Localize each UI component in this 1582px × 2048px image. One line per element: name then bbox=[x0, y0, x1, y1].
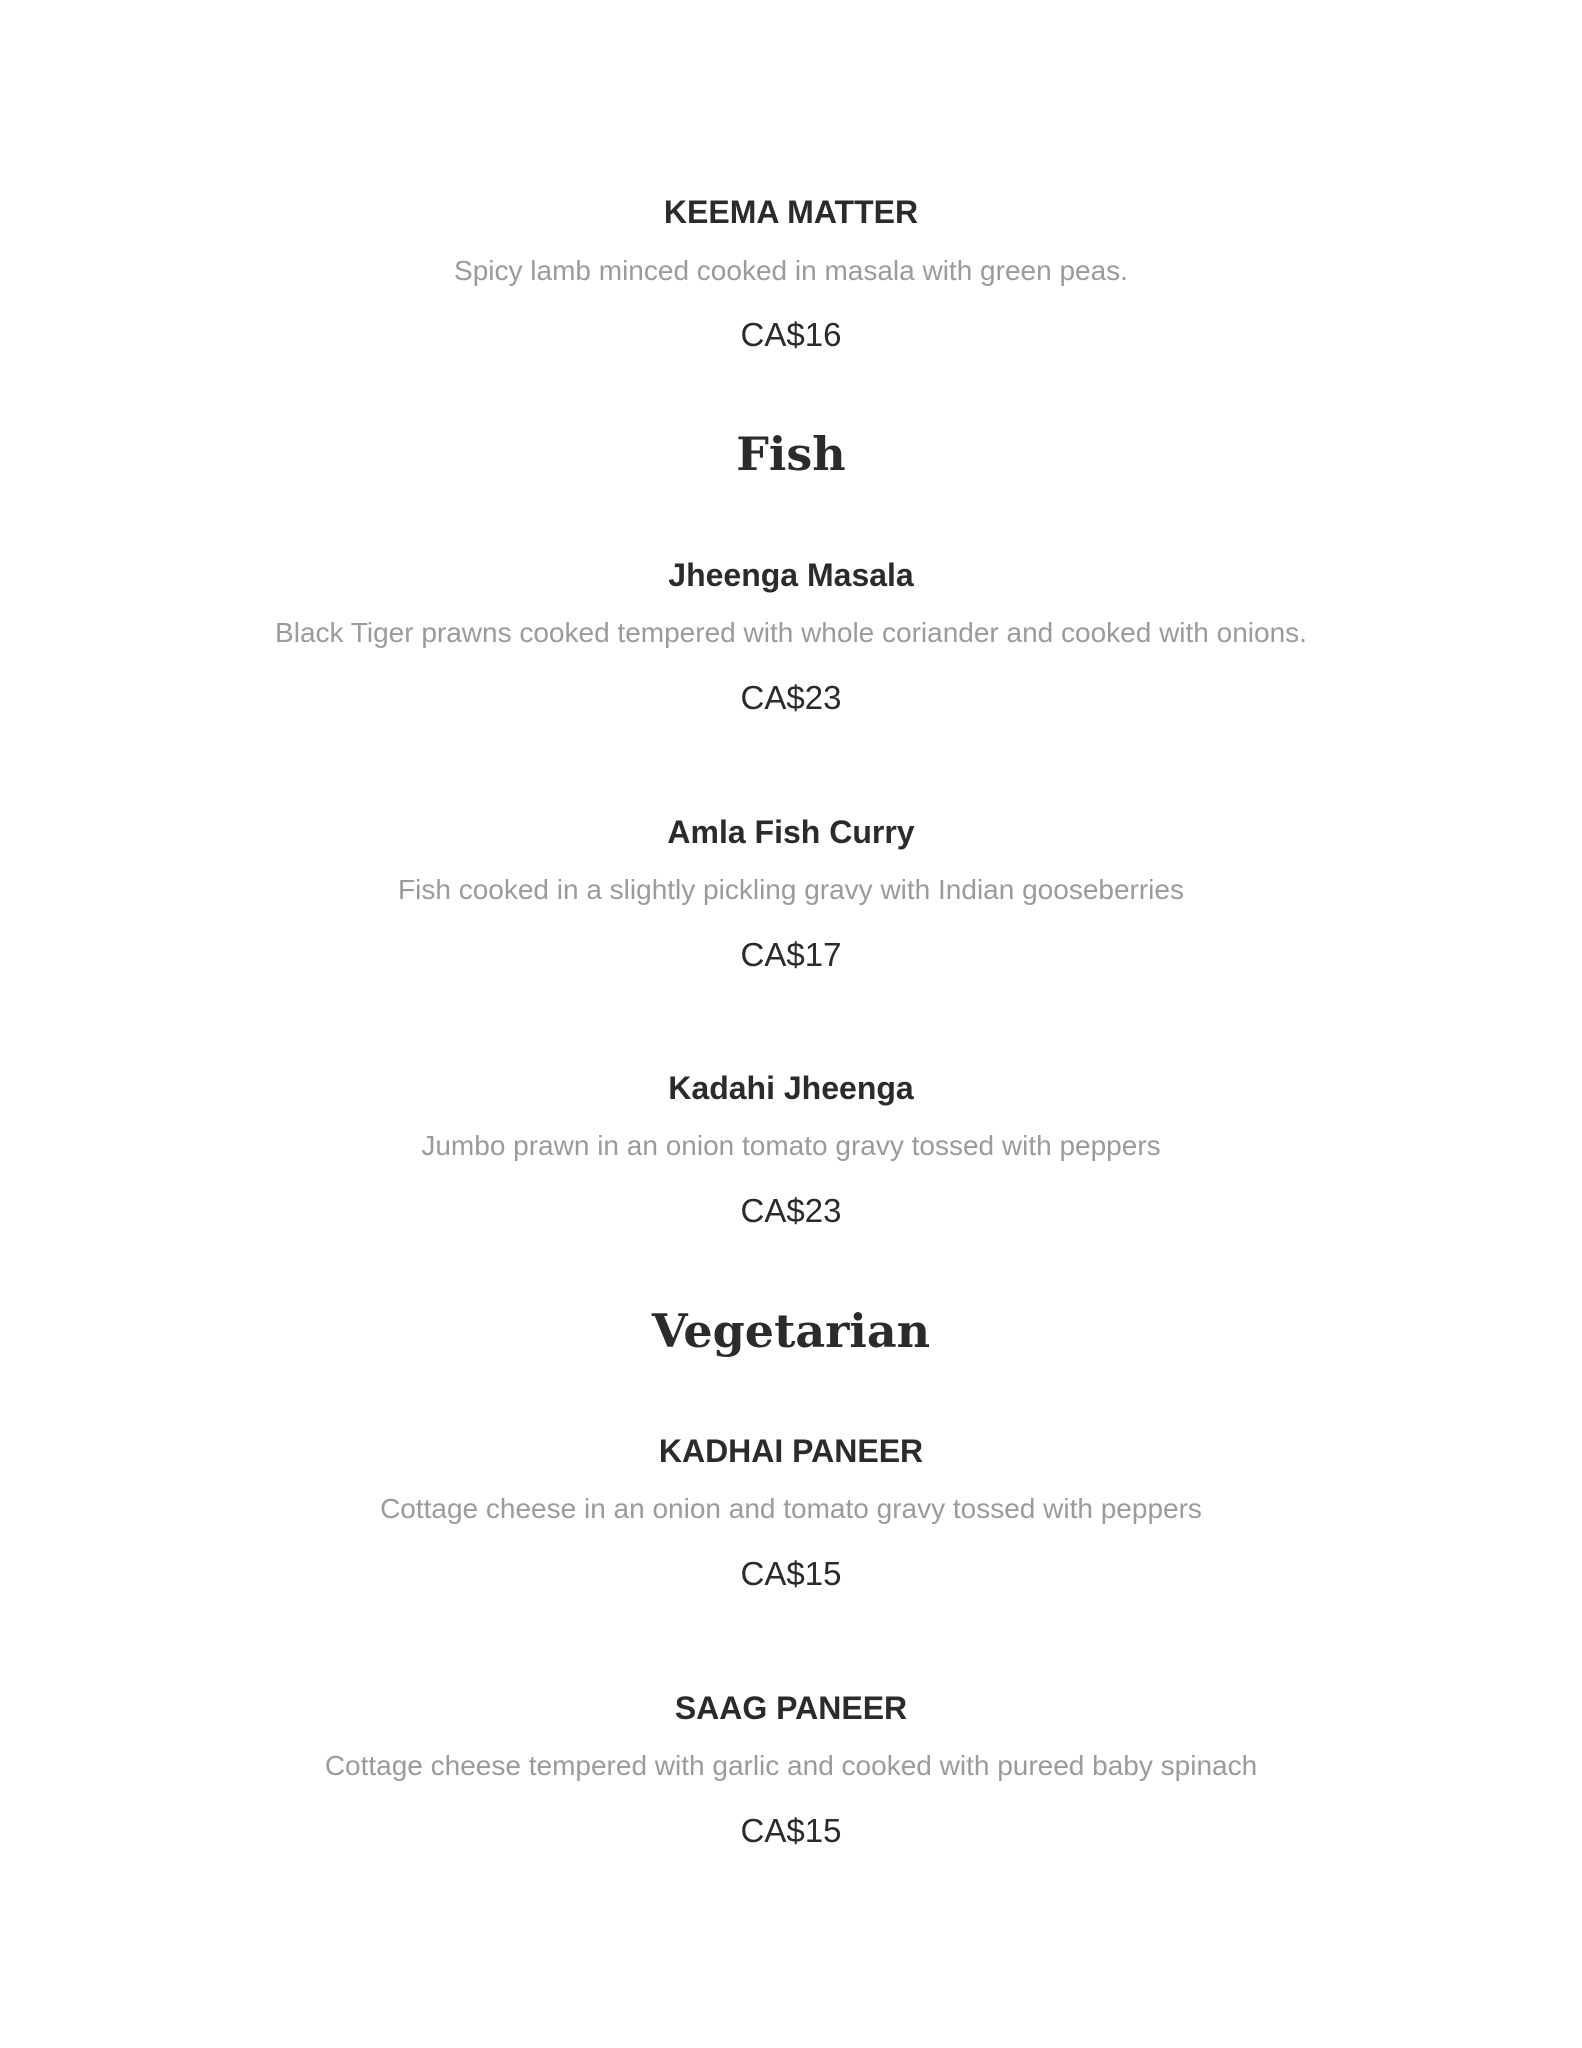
menu-item-name: KEEMA MATTER bbox=[663, 194, 919, 230]
menu-item-description: Jumbo prawn in an onion tomato gravy tossed with peppers bbox=[421, 1130, 1161, 1161]
menu-item-description: Cottage cheese tempered with garlic and cooked with pureed baby spinach bbox=[324, 1750, 1258, 1781]
menu-item-price: CA$17 bbox=[740, 936, 842, 973]
menu-item-description: Black Tiger prawns cooked tempered with whole coriander and cooked with onions. bbox=[275, 617, 1307, 648]
menu-item-name: Amla Fish Curry bbox=[667, 814, 915, 850]
section-title-vegetarian: Vegetarian bbox=[651, 1304, 931, 1358]
menu-item-price: CA$15 bbox=[740, 1555, 842, 1592]
menu-item-name: Kadahi Jheenga bbox=[668, 1070, 914, 1106]
menu-item-price: CA$16 bbox=[740, 316, 842, 353]
menu-item-price: CA$23 bbox=[740, 679, 842, 716]
menu-item-description: Cottage cheese in an onion and tomato gravy tossed with peppers bbox=[380, 1493, 1202, 1524]
menu-item-price: CA$23 bbox=[740, 1192, 842, 1229]
section-title-fish: Fish bbox=[736, 427, 846, 481]
menu-item-name: KADHAI PANEER bbox=[658, 1433, 924, 1469]
menu-item-name: Jheenga Masala bbox=[668, 557, 914, 593]
menu-item-price: CA$15 bbox=[740, 1812, 842, 1849]
menu-item-description: Spicy lamb minced cooked in masala with green peas. bbox=[454, 255, 1128, 286]
menu-item-description: Fish cooked in a slightly pickling gravy with Indian gooseberries bbox=[398, 874, 1184, 905]
menu-item-name: SAAG PANEER bbox=[674, 1690, 908, 1726]
